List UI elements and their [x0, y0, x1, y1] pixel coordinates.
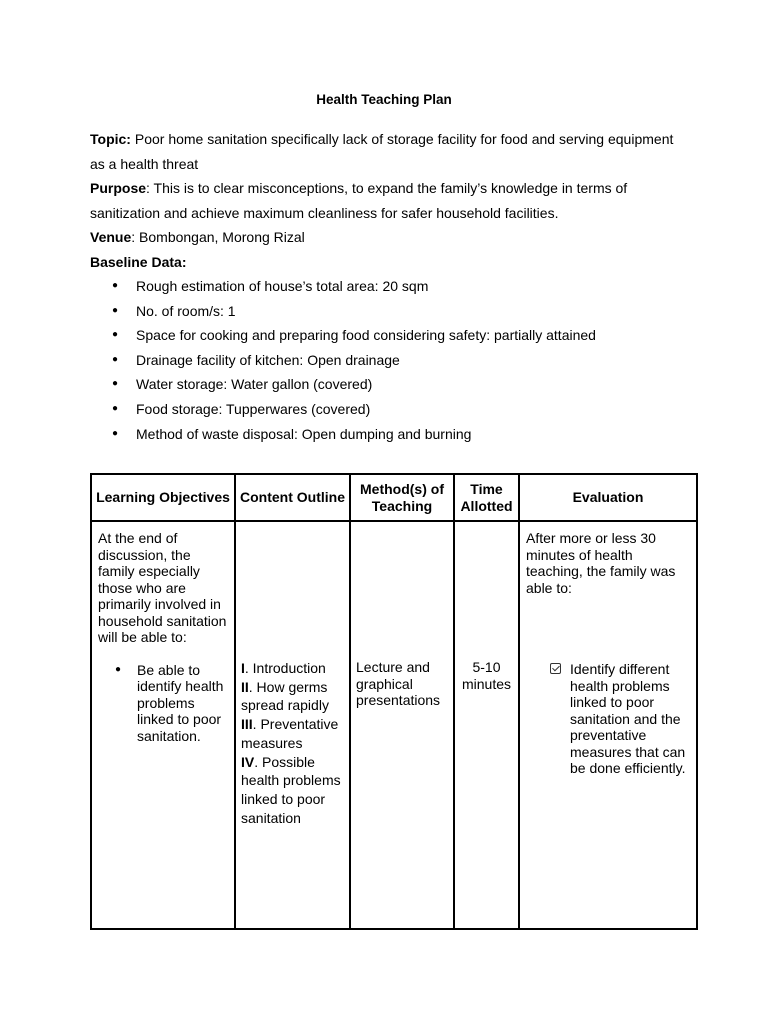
topic-label: Topic: — [90, 131, 131, 147]
baseline-heading: Baseline Data: — [90, 254, 187, 270]
baseline-item: ● Method of waste disposal: Open dumping and burning — [112, 422, 596, 447]
outline-text: . How germs spread rapidly — [241, 678, 329, 714]
outline-numeral: IV — [241, 753, 255, 770]
baseline-item: ● No. of room/s: 1 — [112, 299, 596, 324]
outline-numeral: III — [241, 716, 253, 733]
baseline-list — [112, 274, 596, 446]
methods-text: Lecture and graphical presentations — [356, 659, 441, 708]
baseline-item: ● Space for cooking and preparing food considering safety: partially attained — [112, 323, 596, 348]
header-content-outline: Content Outline — [235, 474, 350, 521]
outline-item — [241, 678, 343, 715]
time-cell — [454, 521, 519, 929]
document-title: Health Teaching Plan — [316, 92, 452, 107]
objectives-cell — [91, 521, 235, 929]
evaluation-item-text: Identify different health problems linked to poor sanitation and the preventative measures that can be done efficiently. — [570, 661, 686, 776]
objectives-intro: At the end of discussion, the family especially those who are primarily involved in household sanitation will be able to: — [98, 530, 227, 645]
venue-paragraph — [90, 225, 680, 250]
purpose-paragraph — [90, 176, 680, 225]
baseline-item: ● Food storage: Tupperwares (covered) — [112, 397, 596, 422]
content-outline-cell — [235, 521, 350, 929]
outline-text: . Preventative measures — [241, 716, 339, 751]
table-header-row — [91, 474, 697, 521]
venue-text: : Bombongan, Morong Rizal — [131, 229, 305, 245]
objectives-bullet: ● Be able to identify health problems linked to poor sanitation. — [92, 662, 234, 745]
topic-paragraph — [90, 127, 680, 176]
outline-numeral: I — [241, 660, 245, 676]
outline-item — [241, 715, 343, 752]
time-text: 5-10 minutes — [461, 659, 512, 692]
outline-text: . Introduction — [244, 660, 326, 676]
methods-cell — [350, 521, 454, 929]
purpose-label: Purpose — [90, 180, 147, 196]
purpose-text: : This is to clear misconceptions, to expand the family’s knowledge in terms of sanitization and achieve maximum cleanliness for safer household facilities. — [90, 180, 628, 221]
topic-text: Poor home sanitation specifically lack of storage facility for food and serving equipment as a health threat — [90, 131, 674, 172]
header-learning-objectives: Learning Objectives — [91, 474, 235, 521]
header-evaluation: Evaluation — [519, 474, 697, 521]
evaluation-cell — [519, 521, 697, 929]
evaluation-item — [520, 661, 696, 777]
outline-item — [241, 753, 343, 828]
baseline-item: ● Water storage: Water gallon (covered) — [112, 372, 596, 397]
outline-text: . Possible health problems linked to poor sanitation — [241, 753, 341, 826]
outline-item — [241, 659, 343, 678]
header-time-allotted: Time Allotted — [454, 474, 519, 521]
content-outline-list — [236, 522, 349, 827]
baseline-item: ● Drainage facility of kitchen: Open drainage — [112, 348, 596, 373]
venue-label: Venue — [90, 229, 132, 245]
table-row — [91, 521, 697, 929]
teaching-plan-table — [90, 473, 698, 930]
baseline-item: ● Rough estimation of house’s total area: 20 sqm — [112, 274, 596, 299]
checkbox-checked-icon — [550, 663, 561, 674]
outline-numeral: II — [241, 678, 249, 695]
evaluation-intro: After more or less 30 minutes of health teaching, the family was able to: — [526, 530, 676, 596]
header-methods-of-teaching: Method(s) of Teaching — [350, 474, 454, 521]
